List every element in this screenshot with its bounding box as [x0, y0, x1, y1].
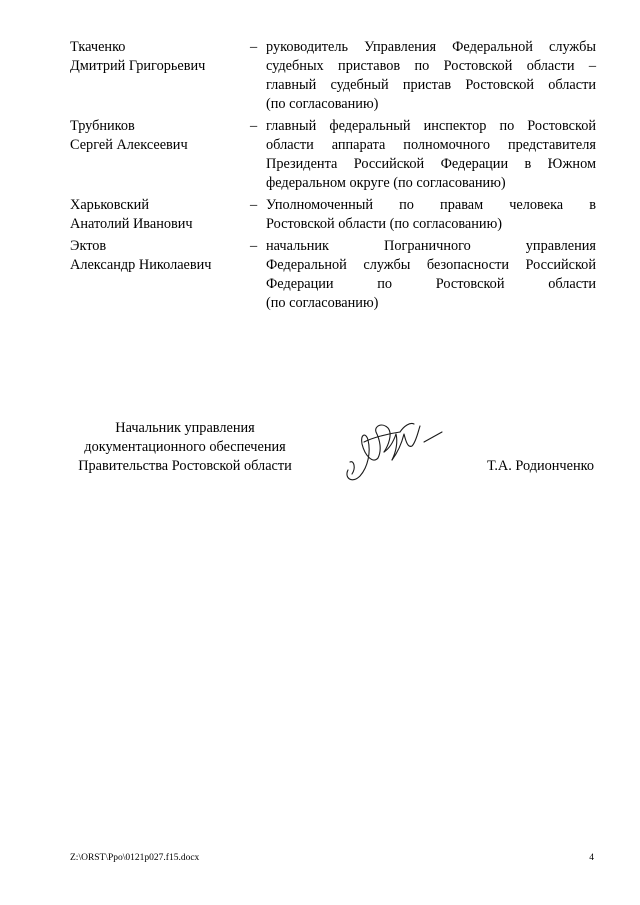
footer-page-number: 4 — [589, 853, 594, 863]
handwritten-signature-icon — [338, 412, 453, 487]
role-line: судебных приставов по Ростовской области – — [266, 58, 596, 74]
position-line: Правительства Ростовской области — [78, 458, 292, 474]
member-dash: – — [250, 197, 258, 213]
position-line: документационного обеспечения — [84, 439, 286, 455]
member-surname: Ткаченко — [70, 39, 126, 55]
role-line: (по согласованию) — [266, 96, 379, 112]
member-entry — [70, 196, 596, 234]
member-surname: Трубников — [70, 118, 135, 134]
role-line: федеральном округе (по согласованию) — [266, 175, 506, 191]
footer-file-path: Z:\ORST\Ppo\0121p027.f15.docx — [70, 853, 200, 863]
member-name — [70, 117, 250, 155]
role-line: главный судебный пристав Ростовской области — [266, 77, 596, 93]
member-dash: – — [250, 39, 258, 55]
role-line: Федеральной службы безопасности Российской — [266, 257, 596, 273]
member-given-names: Анатолий Иванович — [70, 216, 193, 232]
member-role — [266, 38, 596, 114]
members-list — [70, 38, 596, 316]
role-line: области аппарата полномочного представителя — [266, 137, 596, 153]
member-name — [70, 196, 250, 234]
role-line: руководитель Управления Федеральной службы — [266, 39, 596, 55]
role-line: Ростовской области (по согласованию) — [266, 216, 503, 232]
member-role — [266, 237, 596, 313]
member-entry — [70, 38, 596, 114]
role-line: начальник Пограничного управления — [266, 238, 596, 254]
member-name — [70, 38, 250, 76]
role-line: Президента Российской Федерации в Южном — [266, 156, 596, 172]
signer-name: Т.А. Родионченко — [487, 458, 594, 474]
role-line: Уполномоченный по правам человека в — [266, 197, 596, 213]
role-line: (по согласованию) — [266, 295, 379, 311]
member-surname: Харьковский — [70, 197, 149, 213]
member-given-names: Дмитрий Григорьевич — [70, 58, 206, 74]
member-role — [266, 196, 596, 234]
signatory-position — [60, 419, 310, 476]
member-dash: – — [250, 118, 258, 134]
role-line: главный федеральный инспектор по Ростовской — [266, 118, 596, 134]
member-name — [70, 237, 250, 275]
member-role — [266, 117, 596, 193]
role-line: Федерации по Ростовской области — [266, 276, 596, 292]
member-entry — [70, 237, 596, 313]
member-given-names: Александр Николаевич — [70, 257, 212, 273]
member-given-names: Сергей Алексеевич — [70, 137, 188, 153]
member-entry — [70, 117, 596, 193]
position-line: Начальник управления — [115, 420, 255, 436]
member-surname: Эктов — [70, 238, 107, 254]
member-dash: – — [250, 238, 258, 254]
